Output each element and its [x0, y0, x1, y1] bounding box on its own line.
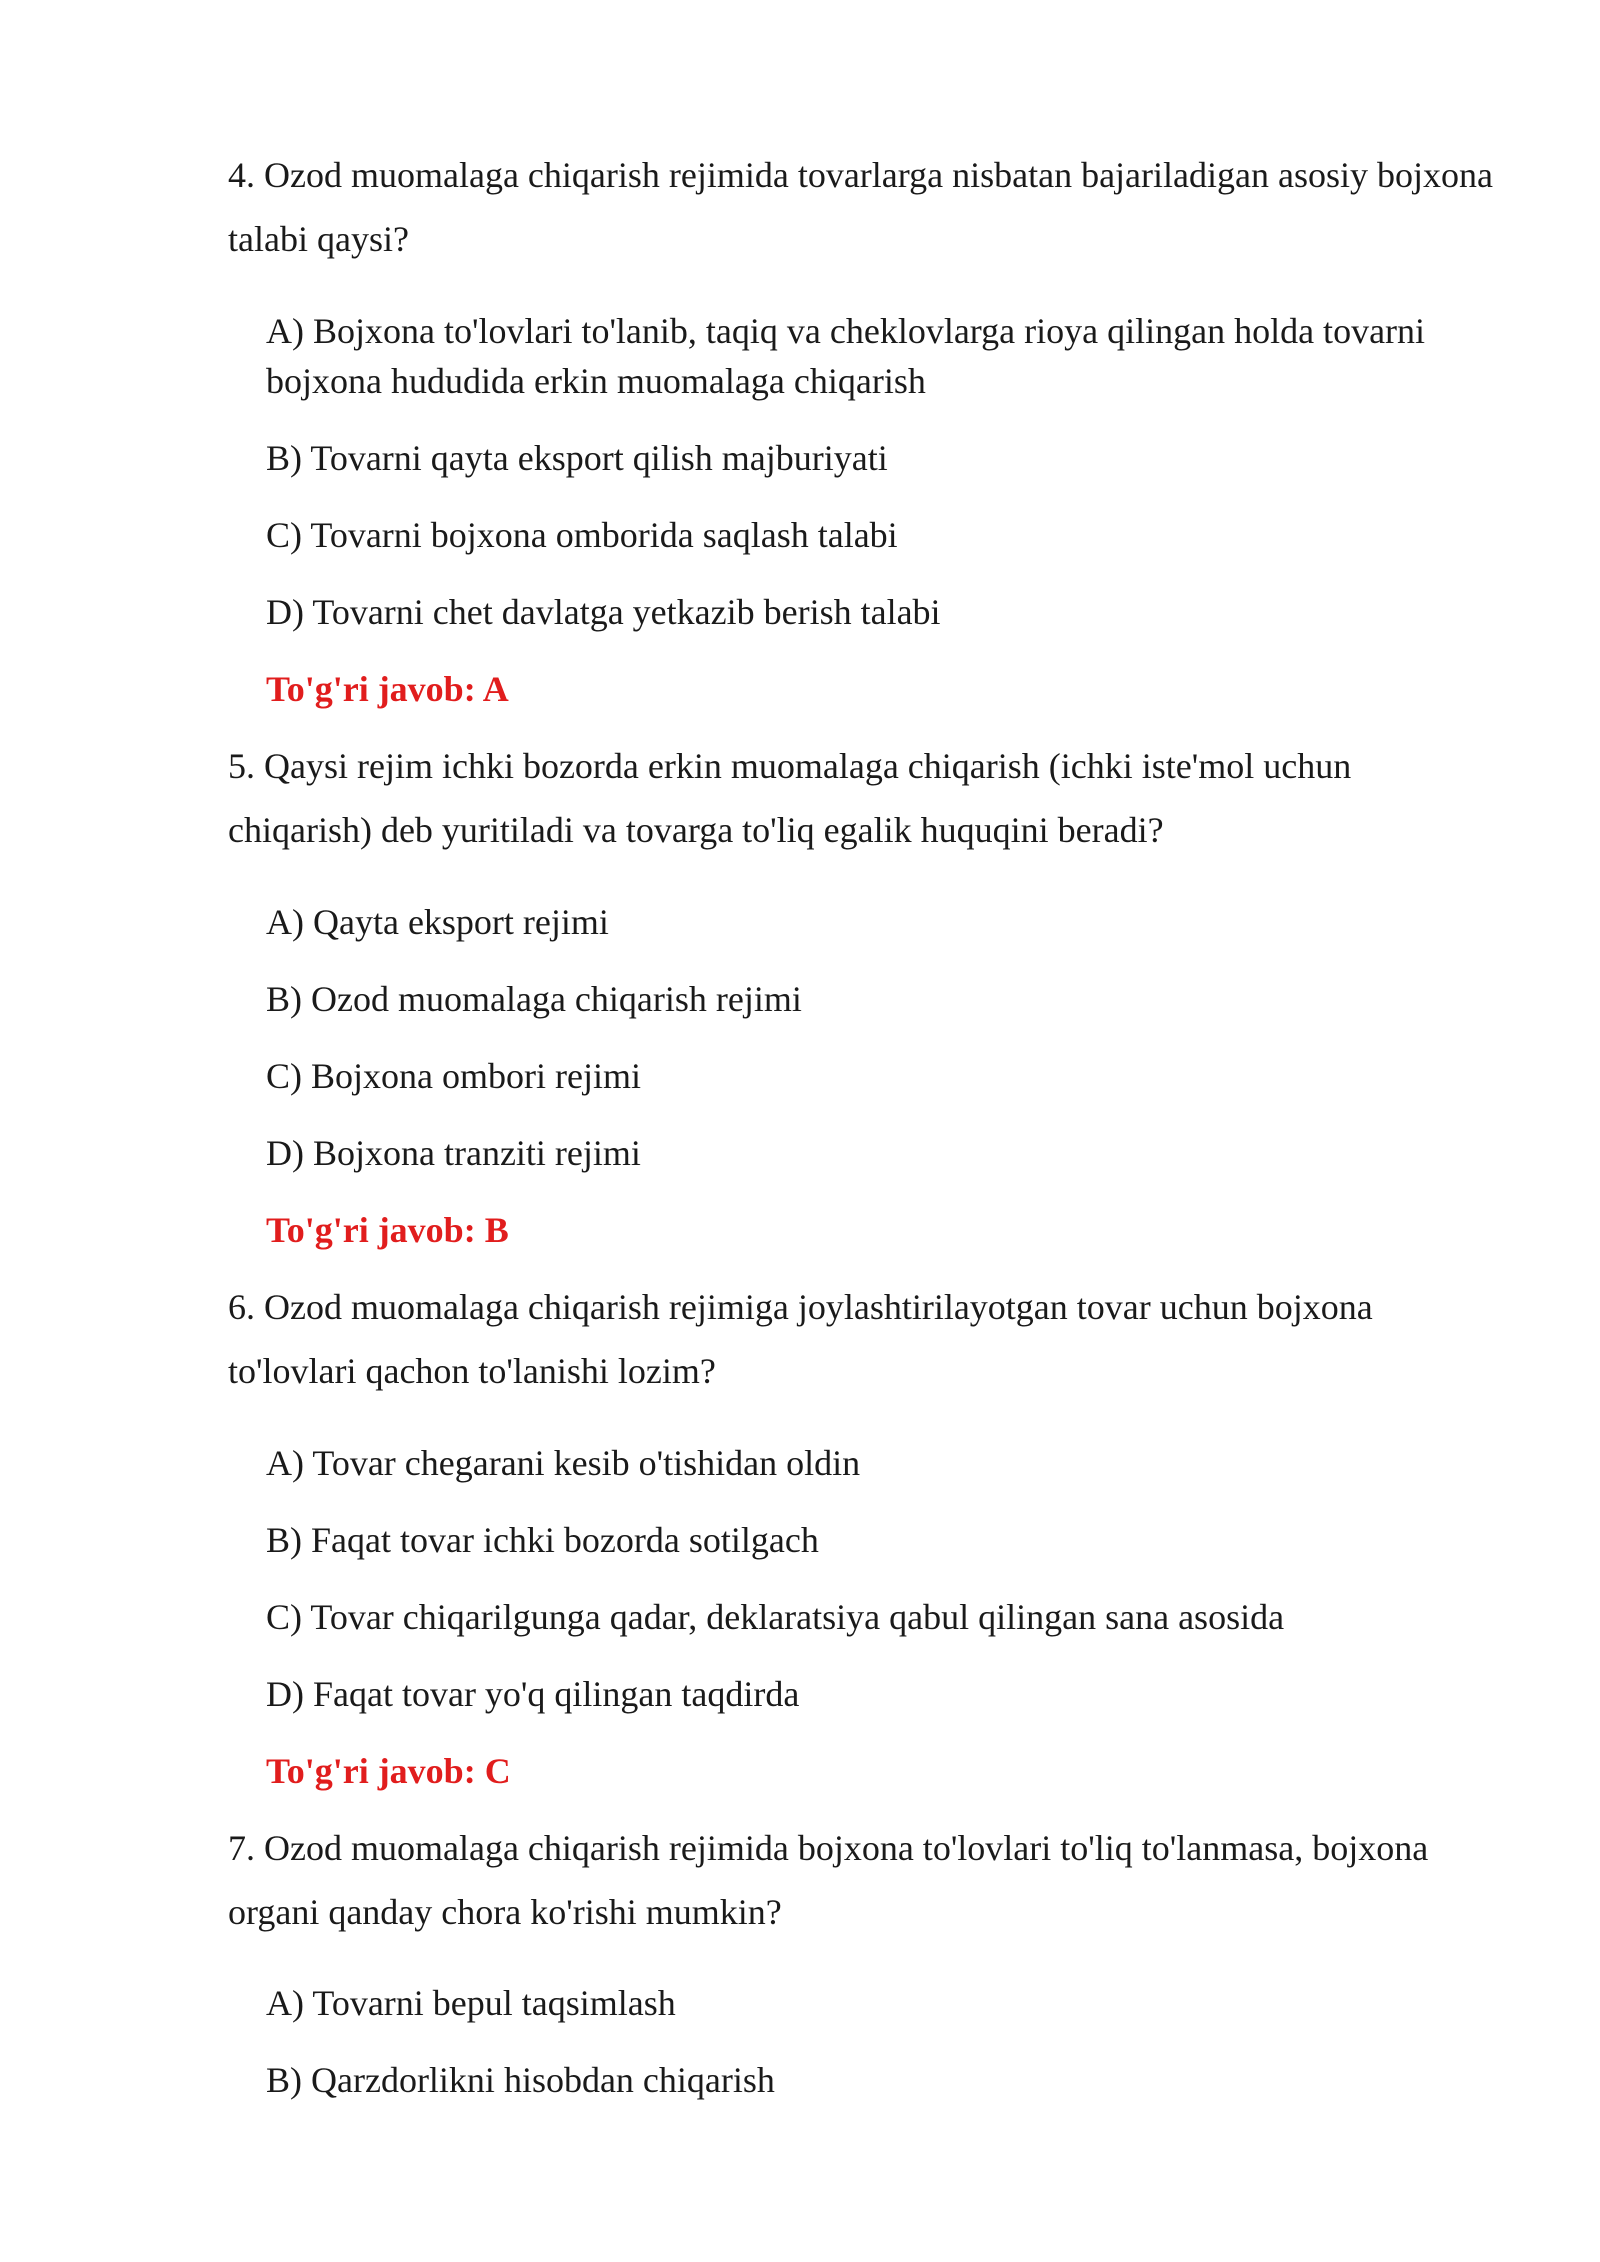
question-5-answer: To'g'ri javob: B	[266, 1210, 509, 1250]
question-5-option-b: B) Ozod muomalaga chiqarish rejimi	[266, 979, 802, 1019]
question-5-option-d: D) Bojxona tranziti rejimi	[266, 1133, 641, 1173]
question-4-option-b: B) Tovarni qayta eksport qilish majburiyati	[266, 438, 888, 478]
question-7-option-a: A) Tovarni bepul taqsimlash	[266, 1983, 676, 2023]
question-4-answer: To'g'ri javob: A	[266, 669, 509, 709]
question-4-option-a: A) Bojxona to'lovlari to'lanib, taqiq va cheklovlarga rioya qilingan holda tovarni bojxona hududida erkin muomalaga chiqarish	[266, 311, 1426, 401]
question-4-option-c: C) Tovarni bojxona omborida saqlash talabi	[266, 515, 898, 555]
question-6-option-d: D) Faqat tovar yo'q qilingan taqdirda	[266, 1674, 800, 1714]
question-7-text: 7. Ozod muomalaga chiqarish rejimida bojxona to'lovlari to'liq to'lanmasa, bojxona organi qanday chora ko'rishi mumkin?	[228, 1828, 1429, 1932]
question-6-option-c: C) Tovar chiqarilgunga qadar, deklaratsiya qabul qilingan sana asosida	[266, 1597, 1285, 1637]
question-5-text: 5. Qaysi rejim ichki bozorda erkin muomalaga chiqarish (ichki iste'mol uchun chiqarish) deb yuritiladi va tovarga to'liq egalik huquqini beradi?	[228, 746, 1352, 850]
question-7-option-b: B) Qarzdorlikni hisobdan chiqarish	[266, 2060, 775, 2100]
question-5-option-a: A) Qayta eksport rejimi	[266, 902, 609, 942]
question-6-option-a: A) Tovar chegarani kesib o'tishidan oldin	[266, 1443, 861, 1483]
question-5-option-c: C) Bojxona ombori rejimi	[266, 1056, 641, 1096]
question-6-option-b: B) Faqat tovar ichki bozorda sotilgach	[266, 1520, 819, 1560]
question-4-option-d: D) Tovarni chet davlatga yetkazib berish talabi	[266, 592, 941, 632]
question-6-text: 6. Ozod muomalaga chiqarish rejimiga joylashtirilayotgan tovar uchun bojxona to'lovlari qachon to'lanishi lozim?	[228, 1287, 1373, 1391]
question-4-text: 4. Ozod muomalaga chiqarish rejimida tovarlarga nisbatan bajariladigan asosiy bojxona talabi qaysi?	[228, 155, 1493, 259]
question-6-answer: To'g'ri javob: C	[266, 1751, 511, 1791]
